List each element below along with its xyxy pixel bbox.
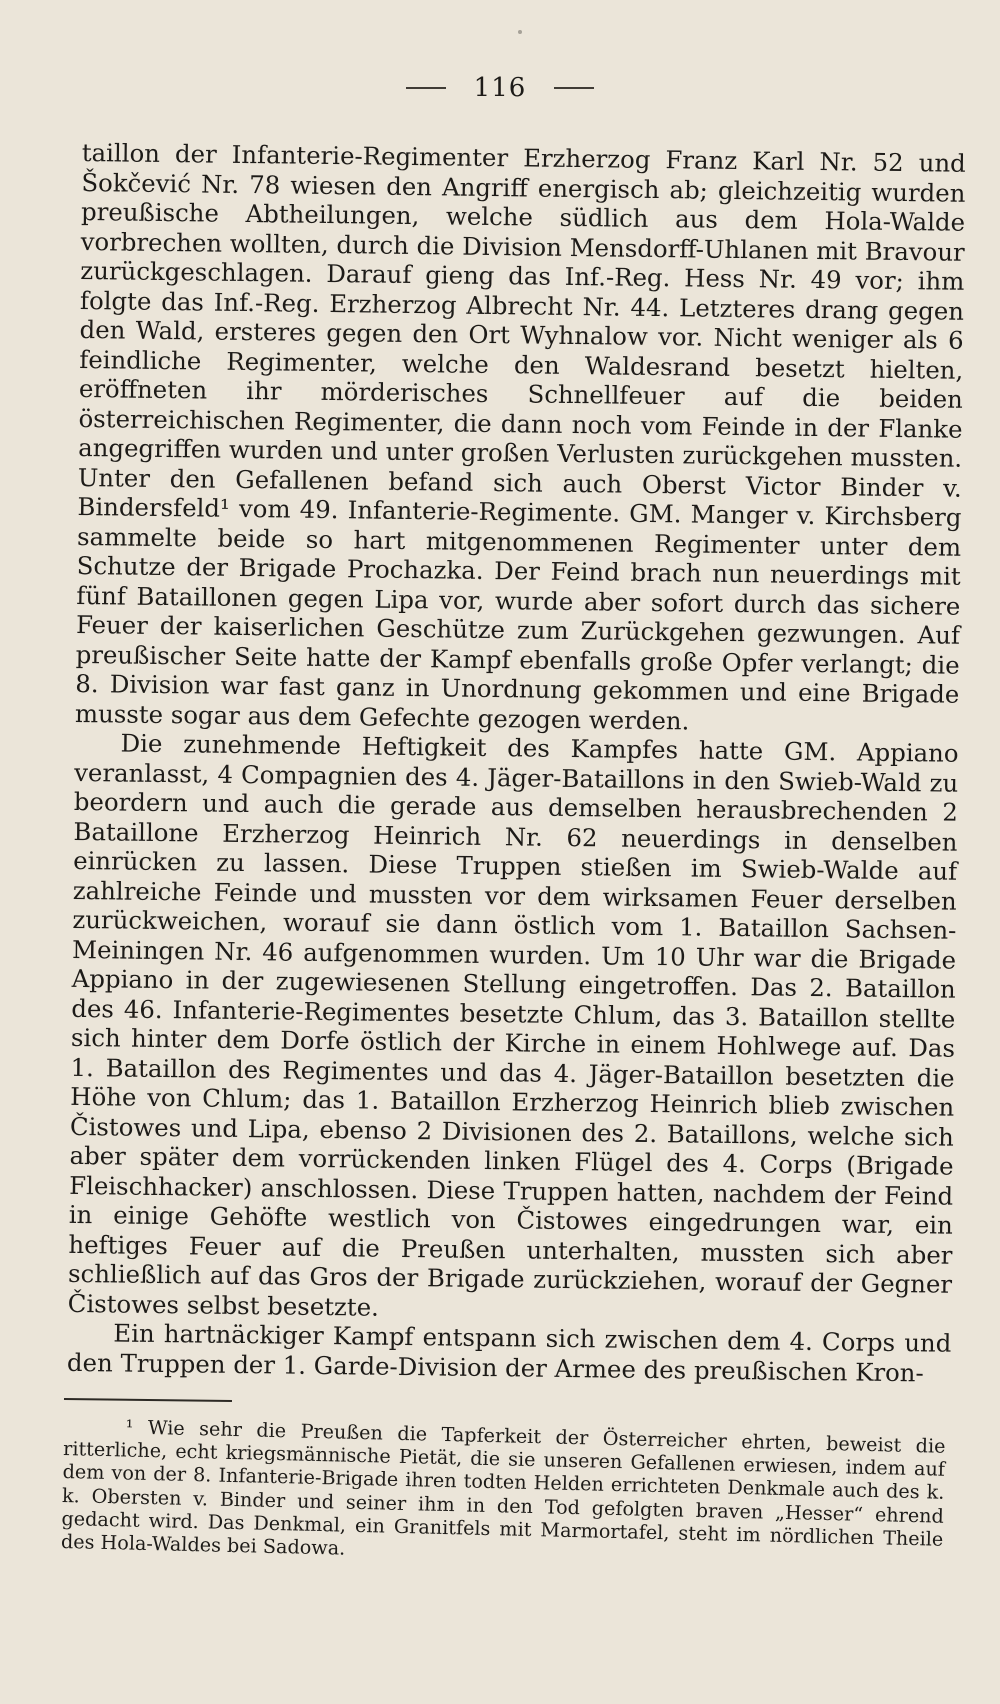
paper-speck	[518, 30, 522, 34]
body-paragraph-2: Die zunehmende Heftigkeit des Kampfes hatte GM. Appiano veranlasst, 4 Compagnien des 4. Jäger-Bataillons in den Swieb-Wald zu beordern und auch die gerade aus demselben herausbrechenden 2 Bataillone Erzherzog Heinrich Nr. 62 neuerdings in denselben einrücken zu lassen. Diese Truppen stießen im Swieb-Walde auf zahlreiche Feinde und mussten vor dem wirksamen Feuer derselben zurückweichen, worauf sie dann östlich vom 1. Bataillon Sachsen-Meiningen Nr. 46 aufgenommen wurden. Um 10 Uhr war die Brigade Appiano in der zugewiesenen Stellung eingetroffen. Das 2. Bataillon des 46. Infanterie-Regimentes besetzte Chlum, das 3. Bataillon stellte sich hinter dem Dorfe östlich der Kirche in einem Hohlwege auf. Das 1. Bataillon des Regimentes und das 4. Jäger-Bataillon besetzten die Höhe von Chlum; das 1. Bataillon Erzherzog Heinrich blieb zwischen Čistowes und Lipa, ebenso 2 Divisionen des 2. Bataillons, welche sich aber später dem vorrückenden linken Flügel des 4. Corps (Brigade Fleischhacker) anschlossen. Diese Truppen hatten, nachdem der Feind in einige Gehöfte westlich von Čistowes eingedrungen war, ein heftiges Feuer auf die Preußen unterhalten, mussten sich aber schließlich auf das Gros der Brigade zurückziehen, worauf der Gegner Čistowes selbst besetzte.	[67, 728, 959, 1322]
body-paragraph-1: taillon der Infanterie-Regimenter Erzherzog Franz Karl Nr. 52 und Šokčević Nr. 78 wiesen den Angriff energisch ab; gleichzeitig wurden preußische Abtheilungen, welche südlich aus dem Hola-Walde vorbrechen wollten, durch die Division Mensdorff-Uhlanen mit Bravour zurückgeschlagen. Darauf gieng das Inf.-Reg. Hess Nr. 49 vor; ihm folgte das Inf.-Reg. Erzherzog Albrecht Nr. 44. Letzteres drang gegen den Wald, ersteres gegen den Ort Wyhnalow vor. Nicht weniger als 6 feindliche Regimenter, welche den Waldesrand besetzt hielten, eröffneten ihr mörderisches Schnellfeuer auf die beiden österreichischen Regimenter, die dann noch vom Feinde in der Flanke angegriffen wurden und unter großen Verlusten zurückgehen mussten. Unter den Gefallenen befand sich auch Oberst Victor Binder v. Bindersfeld¹ vom 49. Infanterie-Regimente. GM. Manger v. Kirchsberg sammelte beide so hart mitgenommenen Regimenter unter dem Schutze der Brigade Prochazka. Der Feind brach nun neuerdings mit fünf Bataillonen gegen Lipa vor, wurde aber sofort durch das sichere Feuer der kaiserlichen Geschütze zum Zurückgehen gezwungen. Auf preußischer Seite hatte der Kampf ebenfalls große Opfer verlangt; die 8. Division war fast ganz in Unordnung gekommen und eine Brigade musste sogar aus dem Gefechte gezogen werden.	[74, 138, 966, 735]
body-paragraph-3: Ein hartnäckiger Kampf entspann sich zwischen dem 4. Corps und den Truppen der 1. Garde-Division der Armee des preußischen Kron-	[66, 1318, 952, 1387]
footnote-rule	[64, 1398, 232, 1402]
page-number: 116	[473, 73, 527, 103]
header-left-dash	[406, 87, 446, 89]
footnote-1: ¹ Wie sehr die Preußen die Tapferkeit der Österreicher ehrten, beweist die ritterliche, echt kriegsmännische Pietät, die sie unseren Gefallenen erwiesen, indem auf dem von der 8. Infanterie-Brigade ihren todten Helden errichteten Denkmale auch des k. k. Obersten v. Binder und seiner ihm in den Tod gefolgten braven „Hesser“ ehrend gedacht wird. Das Denkmal, ein Granitfels mit Marmortafel, steht im nördlichen Theile des Hola-Waldes bei Sadowa.	[60, 1415, 946, 1560]
footnotes	[61, 1414, 946, 1574]
main-text	[67, 138, 966, 1388]
page-header	[0, 72, 1000, 103]
header-right-dash	[554, 87, 594, 89]
